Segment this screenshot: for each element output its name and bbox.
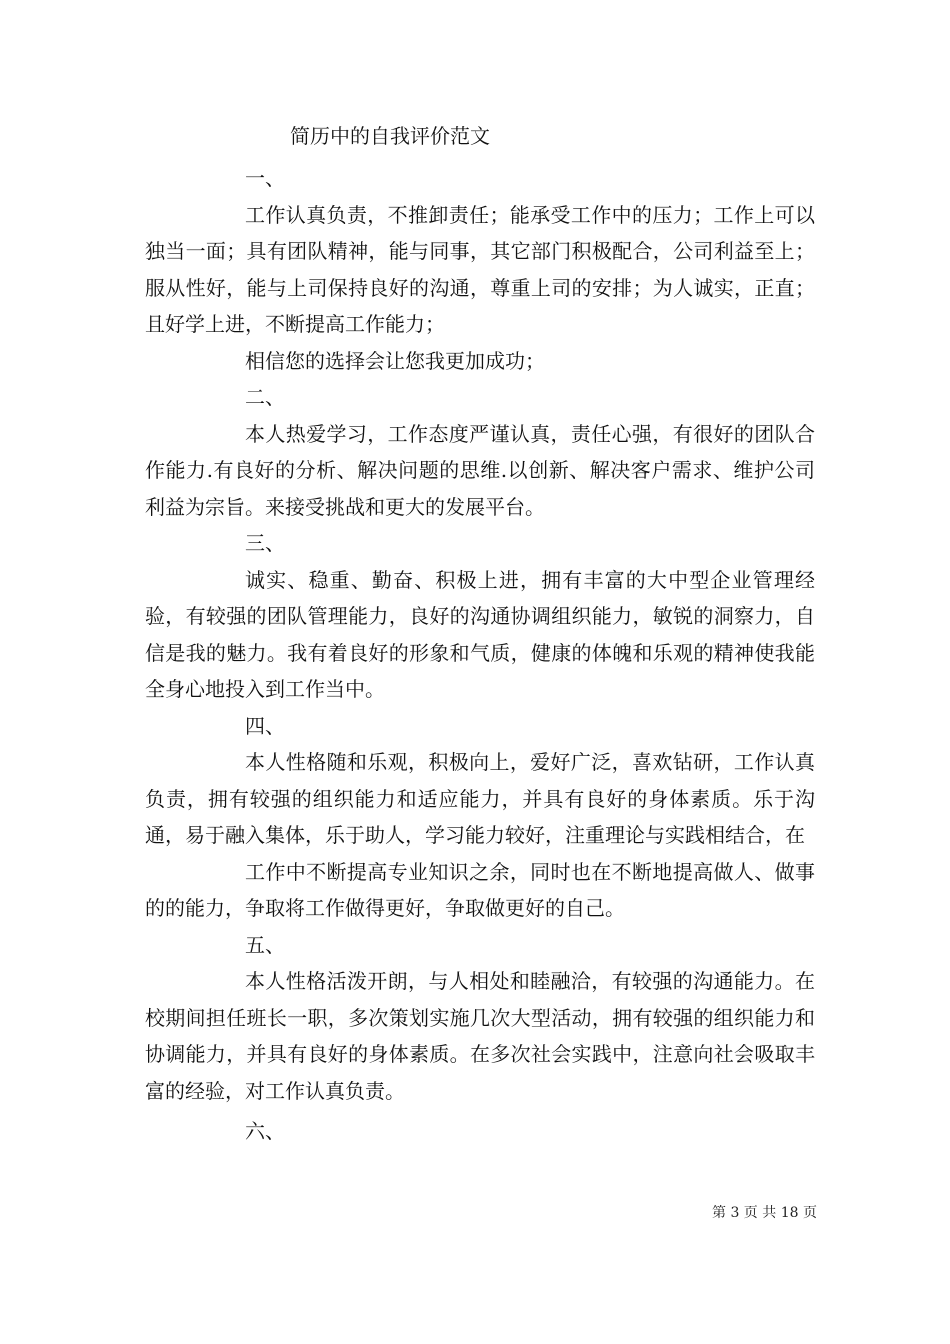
section-1 [145,160,815,379]
page-number-footer: 第 3 页 共 18 页 [712,1205,817,1221]
section-5 [145,927,815,1110]
section-6 [145,1113,815,1150]
document-body [145,160,815,1150]
section-heading: 一、 [245,166,285,190]
document-title: 简历中的自我评价范文 [290,124,490,148]
section-heading: 四、 [245,713,285,738]
section-4 [145,708,815,927]
section-heading: 三、 [245,531,285,555]
paragraph: 本人性格随和乐观，积极向上，爱好广泛，喜欢钻研，工作认真负责，拥有较强的组织能力和适应能力，并具有良好的身体素质。乐于沟通，易于融入集体，乐于助人，学习能力较好，注重理论与实践相结合，在 [145,750,815,847]
paragraph: 本人性格活泼开朗，与人相处和睦融洽，有较强的沟通能力。在校期间担任班长一职，多次策划实施几次大型活动，拥有较强的组织能力和协调能力，并具有良好的身体素质。在多次社会实践中，注意向社会吸取丰富的经验，对工作认真负责。 [145,969,815,1103]
paragraph: 工作认真负责，不推卸责任；能承受工作中的压力；工作上可以独当一面；具有团队精神，能与同事，其它部门积极配合，公司利益至上；服从性好，能与上司保持良好的沟通，尊重上司的安排；为人诚实，正直；且好学上进，不断提高工作能力； [145,202,815,336]
section-heading: 五、 [245,932,285,957]
paragraph: 本人热爱学习，工作态度严谨认真，责任心强，有很好的团队合作能力.有良好的分析、解决问题的思维.以创新、解决客户需求、维护公司利益为宗旨。来接受挑战和更大的发展平台。 [145,421,815,519]
section-heading: 二、 [245,385,285,409]
section-heading: 六、 [245,1119,285,1143]
paragraph: 相信您的选择会让您我更加成功； [245,348,545,373]
paragraph: 工作中不断提高专业知识之余，同时也在不断地提高做人、做事的的能力，争取将工作做得更好，争取做更好的自己。 [145,859,815,920]
paragraph: 诚实、稳重、勤奋、积极上进，拥有丰富的大中型企业管理经验，有较强的团队管理能力，良好的沟通协调组织能力，敏锐的洞察力，自信是我的魅力。我有着良好的形象和气质，健康的体魄和乐观的精神使我能全身心地投入到工作当中。 [145,567,815,701]
section-3 [145,525,815,708]
section-2 [145,379,815,525]
